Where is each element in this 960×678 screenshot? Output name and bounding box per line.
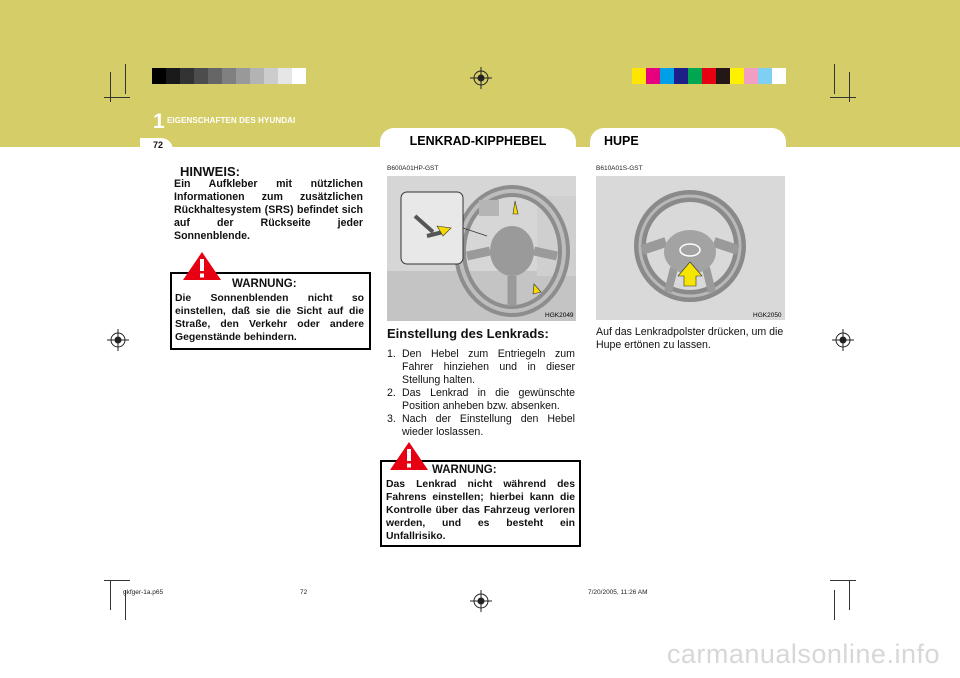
color-swatch <box>688 68 702 84</box>
reference-code: B610A01S-GST <box>596 165 643 172</box>
warning-triangle-icon <box>389 441 429 471</box>
color-swatch <box>152 68 166 84</box>
color-swatch <box>166 68 180 84</box>
steering-wheel-lever-figure <box>387 176 576 321</box>
footer-page: 72 <box>300 589 308 596</box>
color-swatch <box>716 68 730 84</box>
page-number: 72 <box>153 140 164 150</box>
step-number: 3. <box>387 413 396 425</box>
color-swatch <box>292 68 306 84</box>
registration-target-icon <box>832 329 854 351</box>
horn-steering-wheel-illustration <box>596 176 785 320</box>
color-swatch <box>632 68 646 84</box>
step-number: 1. <box>387 348 396 360</box>
color-swatch <box>194 68 208 84</box>
crop-mark <box>834 64 835 94</box>
figure-label: HGK2049 <box>545 312 574 319</box>
gray-calibration-bar <box>152 68 306 84</box>
crop-mark <box>849 72 850 102</box>
warning-title: WARNUNG: <box>232 278 297 290</box>
crop-mark <box>125 64 126 94</box>
list-item <box>387 348 575 387</box>
color-swatch <box>208 68 222 84</box>
crop-mark <box>834 590 835 620</box>
section-title: EIGENSCHAFTEN DES HYUNDAI <box>167 116 296 125</box>
watermark: carmanualsonline.info <box>666 639 940 669</box>
steering-wheel-lever-illustration <box>387 176 576 321</box>
color-swatch <box>702 68 716 84</box>
crop-mark <box>830 97 856 98</box>
tab-hupe: HUPE <box>590 128 786 154</box>
color-swatch <box>278 68 292 84</box>
reference-code: B600A01HP-GST <box>387 165 439 172</box>
color-calibration-bar <box>632 68 786 84</box>
color-swatch <box>758 68 772 84</box>
list-item <box>387 413 575 439</box>
color-swatch <box>236 68 250 84</box>
note-body: Ein Aufkleber mit nützlichen Informationen zum zusätzlichen Rückhaltesystem (SRS) befindet sich auf der Rückseite jeder Sonnenblende. <box>174 178 363 242</box>
step-text: Den Hebel zum Entriegeln zum Fahrer hinziehen und in dieser Stellung halten. <box>402 348 575 386</box>
tab-lenkrad-kipphebel: LENKRAD-KIPPHEBEL <box>380 128 576 154</box>
crop-mark <box>110 72 111 102</box>
horn-figure <box>596 176 785 320</box>
footer-timestamp: 7/20/2005, 11:26 AM <box>588 589 648 596</box>
crop-mark <box>830 580 856 581</box>
registration-target-icon <box>107 329 129 351</box>
color-swatch <box>772 68 786 84</box>
crop-mark <box>104 97 130 98</box>
note-title: HINWEIS: <box>180 164 240 179</box>
registration-target-icon <box>470 67 492 89</box>
section-number: 1 <box>153 110 165 133</box>
adjustment-steps <box>387 348 575 439</box>
color-swatch <box>646 68 660 84</box>
subheading: Einstellung des Lenkrads: <box>387 326 549 341</box>
color-swatch <box>222 68 236 84</box>
color-swatch <box>180 68 194 84</box>
footer-filename: gkfger-1a.p65 <box>123 589 164 596</box>
registration-target-icon <box>470 590 492 612</box>
crop-mark <box>110 580 111 610</box>
step-text: Nach der Einstellung den Hebel wieder loslassen. <box>402 413 575 438</box>
color-swatch <box>744 68 758 84</box>
color-swatch <box>250 68 264 84</box>
warning-title: WARNUNG: <box>432 464 497 476</box>
crop-mark <box>104 580 130 581</box>
step-text: Das Lenkrad in die gewünschte Position anheben bzw. absenken. <box>402 387 575 412</box>
warning-body: Die Sonnenblenden nicht so einstellen, daß sie die Sicht auf die Straße, den Verkehr oder andere Gegenstände behindern. <box>175 293 364 343</box>
step-number: 2. <box>387 387 396 399</box>
list-item <box>387 387 575 413</box>
color-swatch <box>660 68 674 84</box>
warning-triangle-icon <box>182 251 222 281</box>
color-swatch <box>730 68 744 84</box>
crop-mark <box>849 580 850 610</box>
figure-label: HGK2050 <box>753 312 782 319</box>
horn-instruction: Auf das Lenkradpolster drücken, um die Hupe ertönen zu lassen. <box>596 326 784 351</box>
color-swatch <box>264 68 278 84</box>
warning-body: Das Lenkrad nicht während des Fahrens einstellen; hierbei kann die Kontrolle über das Fahrzeug verloren werden, und es besteht ein Unfallrisiko. <box>386 479 575 542</box>
color-swatch <box>674 68 688 84</box>
